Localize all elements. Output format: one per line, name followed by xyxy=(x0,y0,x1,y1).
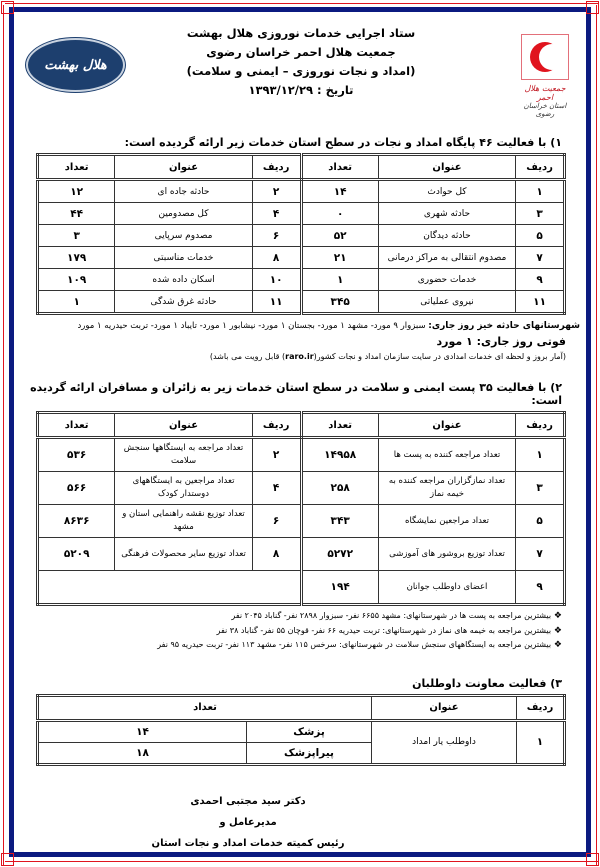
empty-cell xyxy=(38,571,302,605)
deaths-today: فوتی روز جاری: ۱ مورد xyxy=(436,335,566,348)
table-row: ۱ کل حوادث ۱۴ ۲ حادثه جاده ای ۱۲ xyxy=(38,180,565,203)
col-header-count: تعداد xyxy=(301,155,378,180)
table-row: ۵ حادثه دیدگان ۵۲ ۶ مصدوم سرپایی ۳ xyxy=(38,225,565,247)
signatory-role: رئیس کمیته خدمات امداد و نجات استان xyxy=(151,837,345,849)
report-page xyxy=(18,14,584,849)
section-2-table xyxy=(36,411,566,606)
bullet-item: ❖ بیشترین مراجعه به پست ها در شهرستانهای: مشهد ۶۶۵۵ نفر- سبزوار ۲۸۹۸ نفر- گناباد ۲۰۴۵ نفر xyxy=(18,609,562,624)
section-3-title: ۳) فعالیت معاونت داوطلبان xyxy=(412,676,562,690)
section-3-table xyxy=(36,694,566,766)
table-header-row: ردیف عنوان تعداد ردیف عنوان تعداد xyxy=(38,413,565,438)
col-header-title: عنوان xyxy=(115,155,252,180)
section-2-title: ۲) با فعالیت ۳۵ پست ایمنی و سلامت در سطح استان خدمات زیر به زائران و مسافران ارائه گردیده است: xyxy=(30,381,562,407)
table-row: ۱ تعداد مراجعه کننده به پست ها ۱۴۹۵۸ ۲ تعداد مراجعه به ایستگاهها سنجش سلامت ۵۳۶ xyxy=(38,438,565,472)
raro-link[interactable]: raro.ir xyxy=(285,352,314,361)
frame-top-blue-bar xyxy=(10,7,591,12)
table-row: ۱۱ نیروی عملیاتی ۳۴۵ ۱۱ حادثه غرق شدگی ۱ xyxy=(38,291,565,314)
helal-behesht-emblem xyxy=(26,38,125,92)
logo-caption: استان خراسان رضوی xyxy=(523,102,567,118)
table-row: ۷ تعداد توزیع بروشور های آموزشی ۵۲۷۲ ۸ تعداد توزیع سایر محصولات فرهنگی ۵۲۰۹ xyxy=(38,538,565,571)
frame-top-red-line xyxy=(5,3,599,4)
col-header-count: تعداد xyxy=(38,155,115,180)
report-date: تاریخ : ۱۳۹۳/۱۲/۲۹ xyxy=(248,83,354,97)
table-row: ۹ اعضای داوطلب جوانان ۱۹۴ xyxy=(38,571,565,605)
frame-right-red-line xyxy=(596,5,597,865)
stats-note: (آمار بروز و لحظه ای خدمات امدادی در سایت سازمان امداد و نجات کشور(raro.ir) قابل رویت می باشد) xyxy=(209,352,566,361)
section-2-bullets xyxy=(18,609,562,653)
header-line: ستاد اجرایی خدمات نوروزی هلال بهشت xyxy=(186,26,416,40)
table-header-row: ردیف عنوان تعداد xyxy=(38,695,565,720)
logo-caption: جمعیت هلال احمر xyxy=(524,84,566,102)
signatory-name: دکتر سید مجتبی احمدی xyxy=(190,795,306,807)
table-row: پیراپزشک ۱۸ xyxy=(38,742,565,764)
section-1-table xyxy=(36,153,566,315)
bullet-item: ❖ بیشترین مراجعه به ایستگاههای سنجش سلامت در شهرستانهای: سرخس ۱۱۵ نفر- مشهد ۱۱۳ نفر- تربت حیدریه ۹۵ نفر xyxy=(18,638,562,653)
frame-bottom-red-line xyxy=(5,861,599,862)
report-header xyxy=(18,14,584,118)
frame-corner xyxy=(586,853,599,866)
frame-corner xyxy=(1,1,14,14)
frame-left-red-line xyxy=(3,5,4,865)
table-row: ۳ حادثه شهری ۰ ۴ کل مصدومین ۴۴ xyxy=(38,203,565,225)
header-line: جمعیت هلال احمر خراسان رضوی xyxy=(206,45,396,59)
table-row: ۱ داوطلب یار امداد پزشک ۱۴ xyxy=(38,720,565,742)
col-header-title: عنوان xyxy=(378,155,515,180)
header-title-block xyxy=(128,24,474,100)
frame-left-blue-bar xyxy=(9,7,14,857)
section-1-title: ۱) با فعالیت ۴۶ پایگاه امداد و نجات در سطح استان خدمات زیر ارائه گردیده است: xyxy=(124,136,562,149)
header-line: (امداد و نجات نوروزی – ایمنی و سلامت) xyxy=(186,64,416,78)
frame-corner xyxy=(1,853,14,866)
col-header-row: ردیف xyxy=(252,155,301,180)
accident-prone-cities: شهرستانهای حادثه خیز روز جاری: سبزوار ۹ مورد- مشهد ۱ مورد- بجستان ۱ مورد- نیشابور ۱ مورد- تایباد ۱ مورد- تربت حیدریه ۱ مورد xyxy=(77,321,580,331)
frame-corner xyxy=(586,1,599,14)
table-row: ۷ مصدوم انتقالی به مراکز درمانی ۲۱ ۸ خدمات مناسبتی ۱۷۹ xyxy=(38,247,565,269)
table-row: ۵ تعداد مراجعین نمایشگاه ۳۴۳ ۶ تعداد توزیع نقشه راهنمایی استان و مشهد ۸۶۳۶ xyxy=(38,505,565,538)
red-crescent-logo xyxy=(516,34,574,119)
table-row: ۳ تعداد نمازگزاران مراجعه کننده به خیمه نماز ۲۵۸ ۴ تعداد مراجعین به ایستگاههای دوستدار کودک ۵۶۶ xyxy=(38,472,565,505)
signatory-role: مدیرعامل و xyxy=(219,816,277,828)
table-header-row xyxy=(38,155,565,180)
signature-block xyxy=(108,791,388,854)
table-row: ۹ خدمات حضوری ۱ ۱۰ اسکان داده شده ۱۰۹ xyxy=(38,269,565,291)
col-header-row: ردیف xyxy=(516,155,565,180)
frame-right-blue-bar xyxy=(586,7,591,857)
emblem-text: هلال بهشت xyxy=(44,57,107,73)
red-crescent-icon xyxy=(521,34,569,80)
bullet-item: ❖ بیشترین مراجعه به خیمه های نماز در شهرستانهای: تربت حیدریه ۶۶ نفر- قوچان ۵۵ نفر- گناباد ۳۸ نفر xyxy=(18,624,562,639)
